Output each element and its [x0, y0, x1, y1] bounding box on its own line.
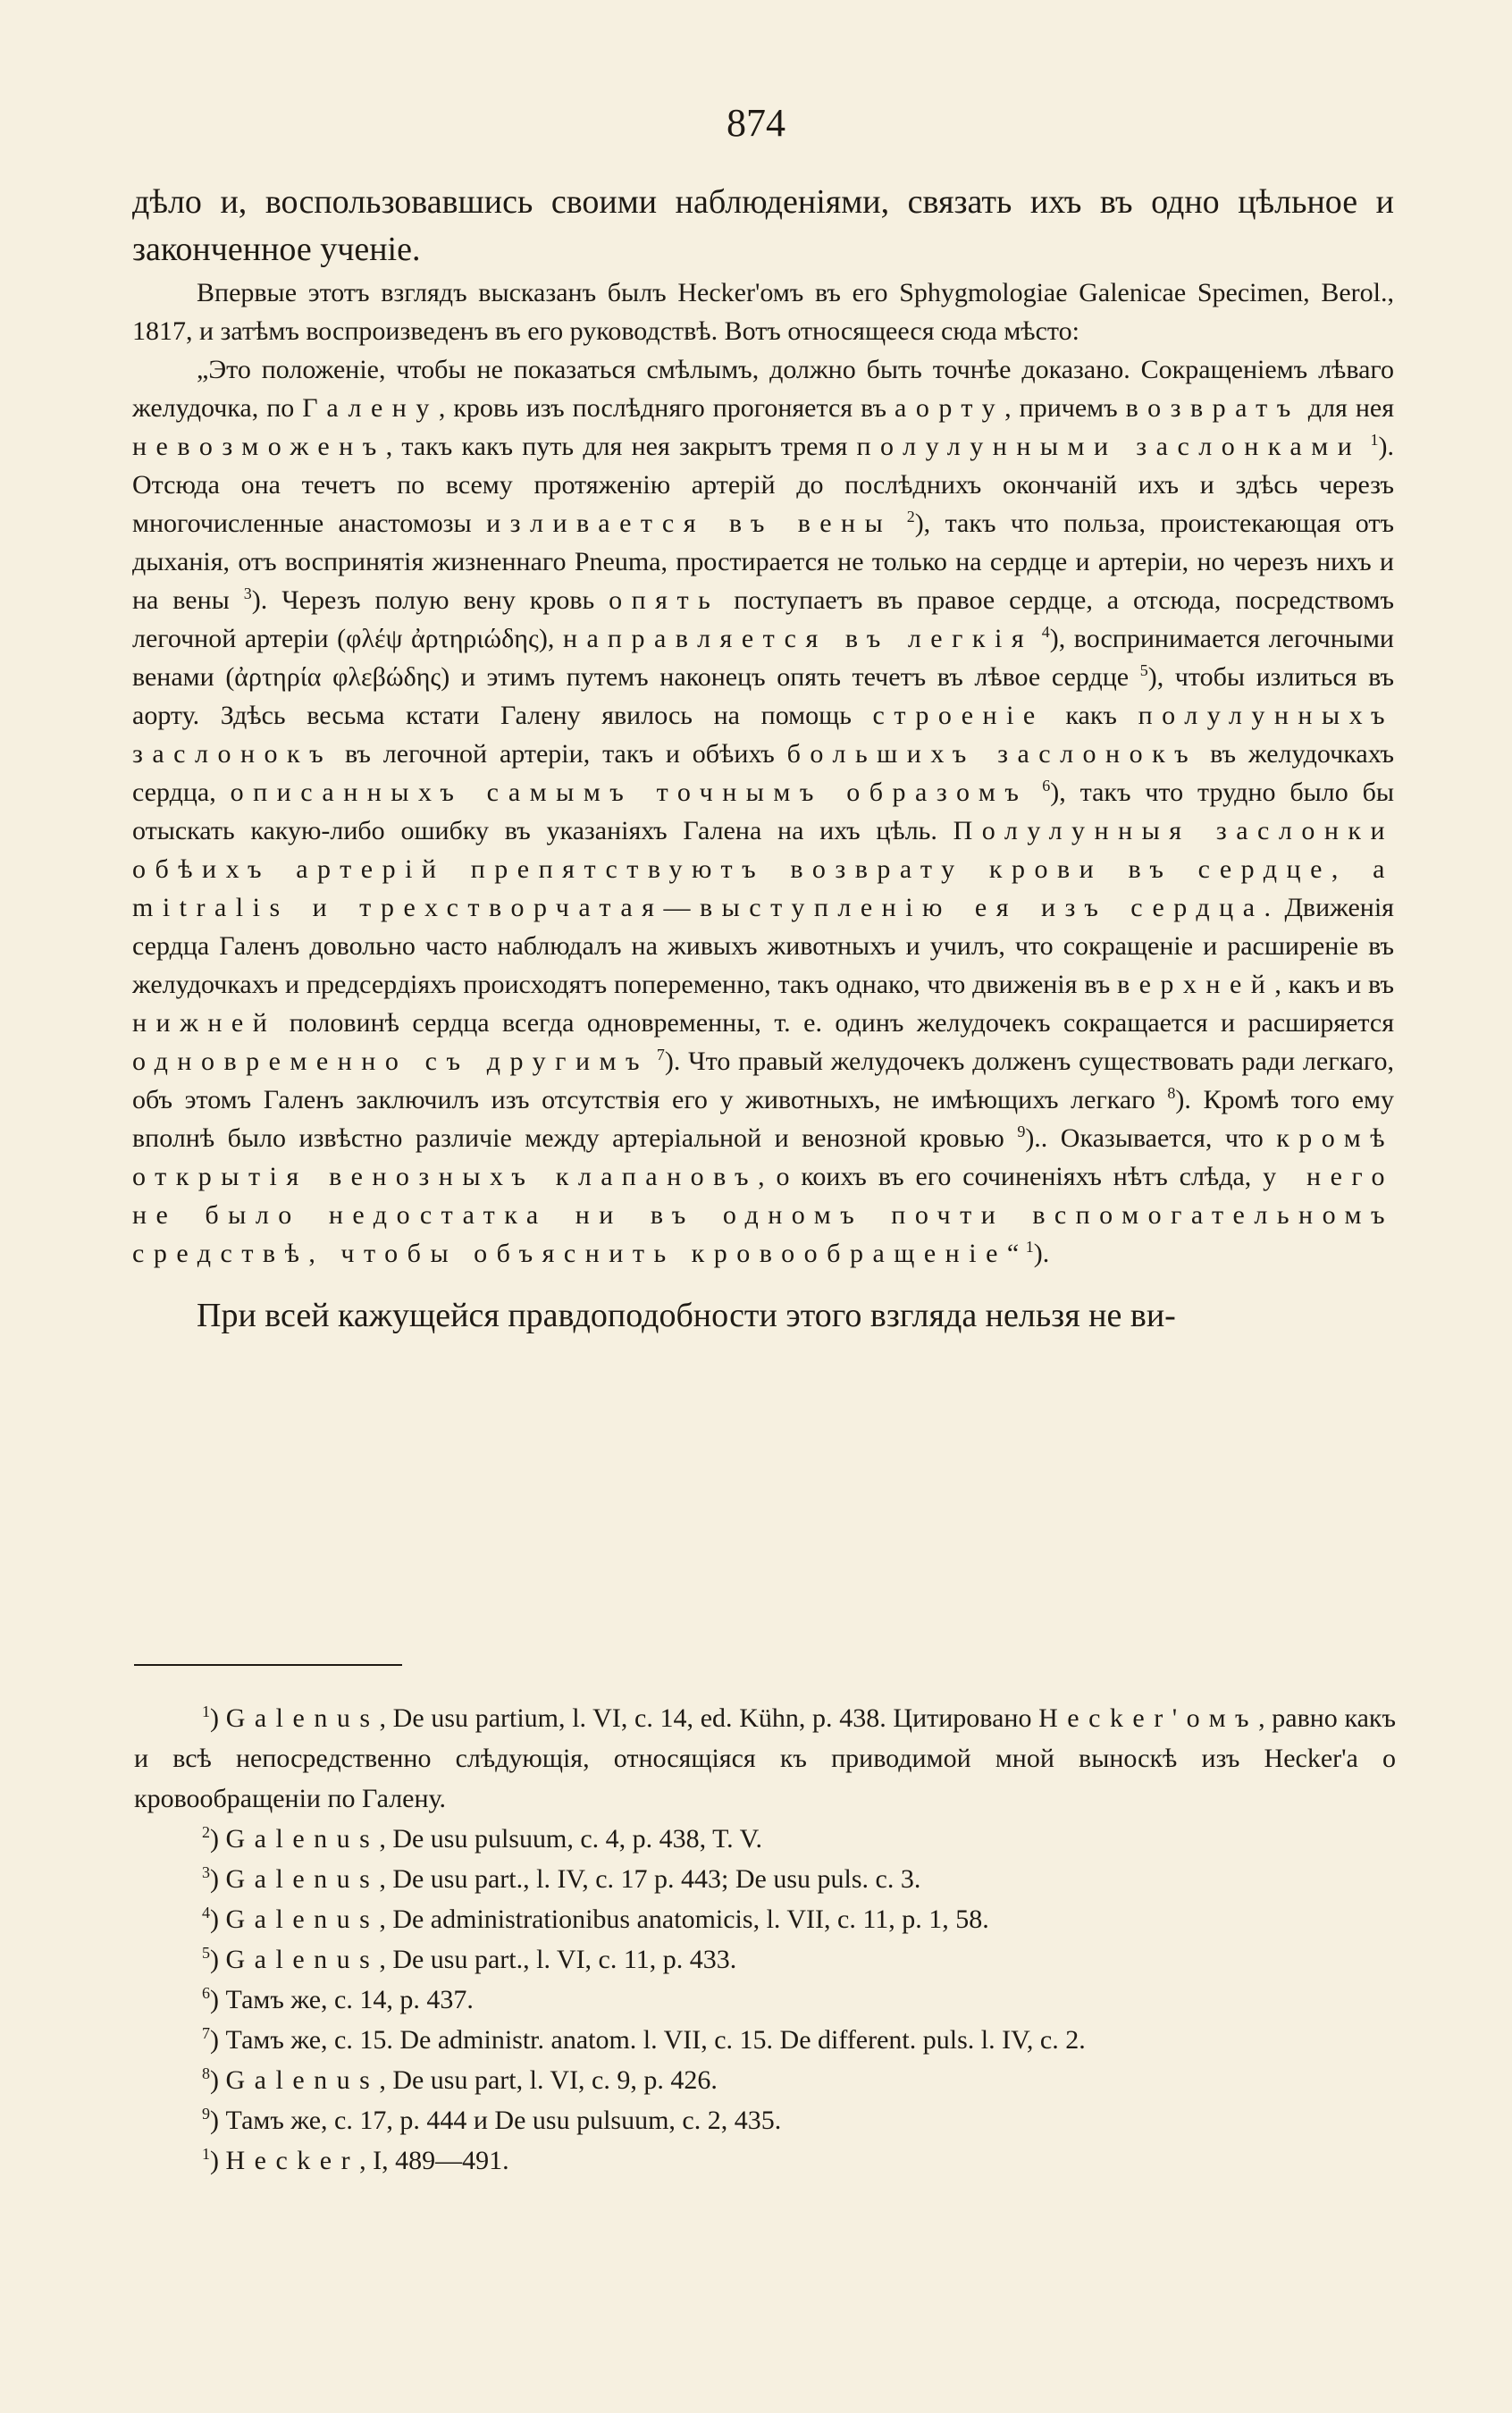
main-text [132, 179, 1394, 1340]
quotation-paragraph: „Это положеніе, чтобы не показаться смѣлымъ, должно быть точнѣе доказано. Сокращеніемъ лѣваго желудочка, по Галену, кровь изъ послѣдняго прогоняется въ аорту, причемъ возвратъ для нея невозможенъ, такъ какъ путь для нея закрытъ тремя полулунными заслонками $^1$). Отсюда она течетъ по всему протяженію артерій до послѣднихъ окончаній ихъ и здѣсь черезъ многочисленные анастомозы изливается въ вены $^2$), такъ что польза, проистекающая отъ дыханія, отъ воспринятія жизненнаго Pneuma, простирается не только на сердце и артеріи, но черезъ нихъ и на вены $^3$). Черезъ полую вену кровь опять поступаетъ въ правое сердце, а отсюда, посредствомъ легочной артеріи (φλέψ ἀρτηριώδης), направляется въ легкія $^4$), воспринимается легочными венами (ἀρτηρία φλεβώδης) и этимъ путемъ наконецъ опять течетъ въ лѣвое сердце $^5$), чтобы излиться въ аорту. Здѣсь весьма кстати Галену явилось на помощь строеніе какъ полулунныхъ заслонокъ въ легочной артеріи, такъ и обѣихъ большихъ заслонокъ въ желудочкахъ сердца, описанныхъ самымъ точнымъ образомъ $^6$), такъ что трудно было бы отыскать какую-либо ошибку въ указаніяхъ Галена на ихъ цѣль. Полулунныя заслонки обѣихъ артерій препятствуютъ возврату крови въ сердце, а mitralis и трехстворчатая—выступленію ея изъ сердца. Движенія сердца Галенъ довольно часто наблюдалъ на живыхъ животныхъ и училъ, что сокращеніе и расширеніе въ желудочкахъ и предсердіяхъ происходятъ попеременно, такъ однако, что движенія въ верхней, какъ и въ нижней половинѣ сердца всегда одновременны, т. е. одинъ желудочекъ сокращается и расширяется одновременно съ другимъ $^7$). Что правый желудочекъ долженъ существовать ради легкаго, объ этомъ Галенъ заключилъ изъ отсутствія его у животныхъ, не имѣющихъ легкаго $^8$). Кромѣ того ему вполнѣ было извѣстно различіе между артеріальной и венозной кровью $^9$).. Оказывается, что кромѣ открытія венозныхъ клапановъ, о коихъ въ его сочиненіяхъ нѣтъ слѣда, у него не было недостатка ни въ одномъ почти вспомогательномъ средствѣ, чтобы объяснить кровообращеніе“ $^1$). [132, 355, 1395, 1268]
spaced-text: полулунныхъ заслонокъ [132, 701, 1394, 769]
spaced-text: строеніе [872, 701, 1045, 730]
page-number: 874 [727, 101, 785, 145]
footnote-ref: 1 [1370, 431, 1379, 449]
footnote-ref: 8 [1167, 1084, 1176, 1102]
spaced-text: одновременно съ другимъ [132, 1047, 650, 1076]
footnote-divider [134, 1664, 402, 1666]
footnote-item: $^1$) Galenus, De usu partium, l. VI, c. 14, ed. Kühn, p. 438. Цитировано Hecker'омъ, равно какъ и всѣ непосредственно слѣдующія, относящіяся къ приводимой мной выноскѣ изъ Hecker'а о кровообращеніи по Галену. [134, 1703, 1397, 1813]
footnote-item: $^5$) Galenus, De usu part., l. VI, c. 11, p. 433. [202, 1944, 737, 1974]
spaced-text: Полулунныя заслонки обѣихъ артерій препятствуютъ возврату крови въ сердце, а mitralis и трехстворчатая—выступленію ея изъ сердца [132, 816, 1395, 922]
footnote-ref: 4 [1041, 623, 1050, 641]
spaced-text: кромѣ открытія венозныхъ клапановъ [132, 1123, 1394, 1191]
paragraph-intro: дѣло и, воспользовавшись своими наблюденіями, связать ихъ въ одно цѣльное и законченное ученіе. [132, 183, 1394, 268]
spaced-text: верхней [1117, 970, 1275, 999]
spaced-text: невозможенъ [132, 432, 386, 461]
spaced-text: полулунными заслонками [856, 432, 1362, 461]
footnote-item: $^9$) Тамъ же, с. 17, p. 444 и De usu pulsuum, c. 2, 435. [202, 2105, 782, 2135]
spaced-text: Галену [302, 393, 439, 423]
footnote-ref: 7 [656, 1046, 665, 1064]
spaced-text: возвратъ [1125, 393, 1300, 423]
footnote-ref: 1 [1025, 1238, 1034, 1256]
spaced-text: аорту [895, 393, 1005, 423]
footnote-item: $^6$) Тамъ же, с. 14, p. 437. [202, 1984, 474, 2014]
footnotes [134, 1698, 1396, 2181]
spaced-text: нижней [132, 1008, 277, 1038]
footnote-ref: 6 [1042, 777, 1051, 795]
footnote-item: $^4$) Galenus, De administrationibus anatomicis, l. VII, c. 11, p. 1, 58. [202, 1904, 989, 1934]
paragraph-continuation: При всей кажущейся правдоподобности этого взгляда нельзя не ви- [197, 1297, 1176, 1334]
footnote-item: $^3$) Galenus, De usu part., l. IV, c. 17 p. 443; De usu puls. c. 3. [202, 1863, 921, 1894]
spaced-text: у него не было недостатка ни въ одномъ почти вспомогательномъ средствѣ, чтобы объяснить кровообращеніе [132, 1162, 1394, 1268]
footnote-item: $^1$) Hecker, I, 489—491. [202, 2145, 509, 2175]
spaced-text: опять [609, 585, 720, 615]
spaced-text: направляется въ легкія [562, 624, 1034, 653]
spaced-text: описанныхъ самымъ точнымъ образомъ [230, 778, 1029, 807]
spaced-text: большихъ заслонокъ [786, 739, 1198, 769]
footnote-ref: 9 [1017, 1122, 1026, 1140]
footnote-item: $^2$) Galenus, De usu pulsuum, c. 4, p. 438, T. V. [202, 1823, 762, 1854]
footnote-ref: 2 [906, 508, 915, 525]
footnote-item: $^7$) Тамъ же, с. 15. De administr. anatom. l. VII, c. 15. De different. puls. l. IV, c. 2. [202, 2024, 1086, 2055]
footnote-item: $^8$) Galenus, De usu part, l. VI, c. 9, p. 426. [202, 2064, 718, 2095]
footnote-ref: 3 [243, 584, 252, 602]
paragraph-hecker: Впервые этотъ взглядъ высказанъ былъ Hecker'омъ въ его Sphygmologiae Galenicae Specimen, Berol., 1817, и затѣмъ воспроизведенъ въ его руководствѣ. Вотъ относящееся сюда мѣсто: [132, 278, 1394, 346]
spaced-text: изливается въ вены [486, 509, 893, 538]
footnote-ref: 5 [1139, 661, 1148, 679]
